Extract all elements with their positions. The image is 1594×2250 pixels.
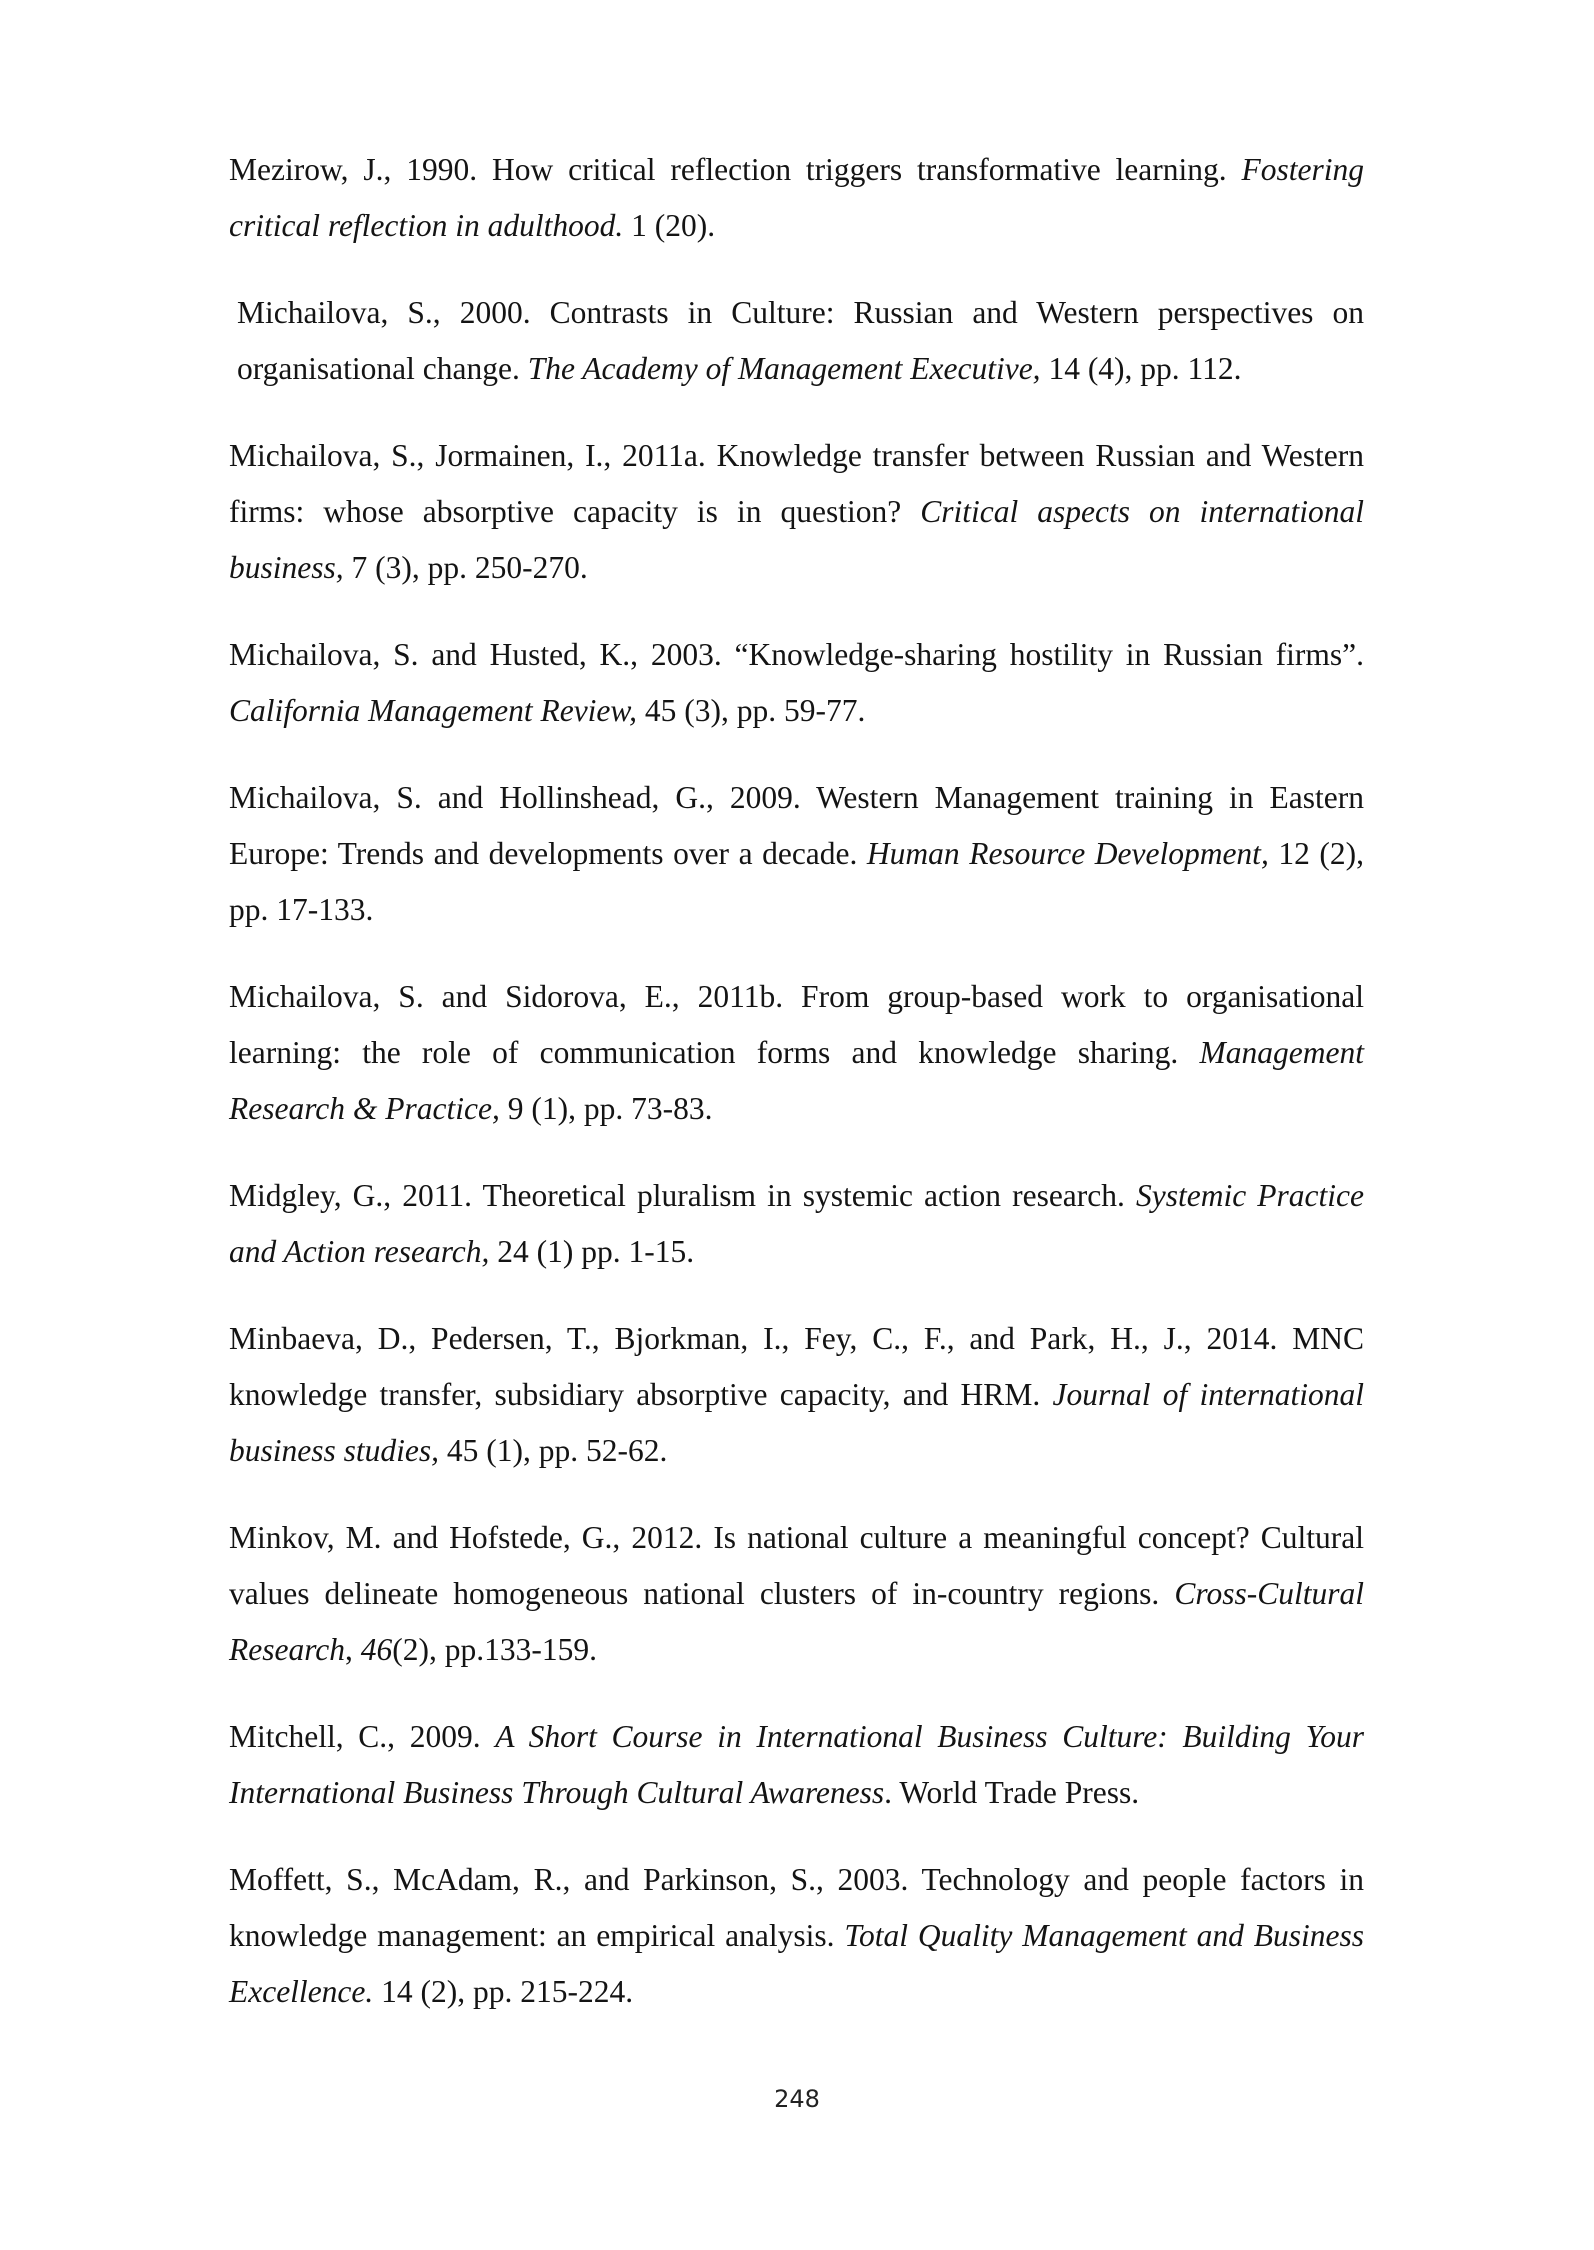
reference-source-title: Cross-Cultural Research (229, 1576, 1364, 1667)
reference-source-title: Human Resource Development, (866, 836, 1269, 871)
reference-entry-midgley-2011: Midgley, G., 2011. Theoretical pluralism in systemic action research. Systemic Practice and Action research, 24 (1) pp. 1-15. (229, 1178, 1364, 1269)
reference-entry-michailova-2000: Michailova, S., 2000. Contrasts in Culture: Russian and Western perspectives on organisational change. The Academy of Management Executive, 14 (4), pp. 112. (237, 295, 1364, 386)
reference-entry-michailova-2011a: Michailova, S., Jormainen, I., 2011a. Knowledge transfer between Russian and Western firms: whose absorptive capacity is in question? Critical aspects on international business, 7 (3), pp. 250-270. (229, 438, 1364, 585)
reference-entry-michailova-2011b: Michailova, S. and Sidorova, E., 2011b. From group-based work to organisational learning: the role of communication forms and knowledge sharing. Management Research & Practice, 9 (1), pp. 73-83. (229, 979, 1364, 1126)
reference-entry-moffett-2003: Moffett, S., McAdam, R., and Parkinson, S., 2003. Technology and people factors in knowledge management: an empirical analysis. Total Quality Management and Business Excellence. 14 (2), pp. 215-224. (229, 1862, 1364, 2009)
reference-entry-michailova-2009: Michailova, S. and Hollinshead, G., 2009. Western Management training in Eastern Europe: Trends and developments over a decade. Human Resource Development, 12 (2), pp. 17-133. (229, 780, 1364, 927)
reference-volume: 46 (360, 1632, 393, 1667)
reference-entry-minkov-2012: Minkov, M. and Hofstede, G., 2012. Is national culture a meaningful concept? Cultural values delineate homogeneous national clusters of in-country regions. Cross-Cultural Research, 46(2), pp.133-159. (229, 1520, 1364, 1667)
reference-list (229, 142, 1364, 2051)
reference-source-title: Management Research & Practice, (229, 1035, 1364, 1126)
reference-source-title: Critical aspects on international business, (229, 494, 1364, 585)
reference-entry-michailova-2003: Michailova, S. and Husted, K., 2003. “Knowledge-sharing hostility in Russian firms”. California Management Review, 45 (3), pp. 59-77. (229, 637, 1364, 728)
reference-source-title: A Short Course in International Business Culture: Building Your International Business Through Cultural Awareness (229, 1719, 1364, 1810)
reference-source-title: Systemic Practice and Action research, (229, 1178, 1364, 1269)
reference-source-title: California Management Review, (229, 693, 637, 728)
reference-source-title: Journal of international business studies, (229, 1377, 1364, 1468)
page-number: 248 (774, 2085, 820, 2113)
reference-entry-mitchell-2009: Mitchell, C., 2009. A Short Course in International Business Culture: Building Your International Business Through Cultural Awareness. World Trade Press. (229, 1719, 1364, 1810)
reference-source-title: Total Quality Management and Business Excellence. (229, 1918, 1364, 2009)
reference-source-title: Fostering critical reflection in adulthood. (229, 152, 1364, 243)
reference-source-title: The Academy of Management Executive, (527, 351, 1041, 386)
reference-entry-mezirow-1990: Mezirow, J., 1990. How critical reflection triggers transformative learning. Fostering critical reflection in adulthood. 1 (20). (229, 152, 1364, 243)
reference-entry-minbaeva-2014: Minbaeva, D., Pedersen, T., Bjorkman, I., Fey, C., F., and Park, H., J., 2014. MNC knowledge transfer, subsidiary absorptive capacity, and HRM. Journal of international business studies, 45 (1), pp. 52-62. (229, 1321, 1364, 1468)
